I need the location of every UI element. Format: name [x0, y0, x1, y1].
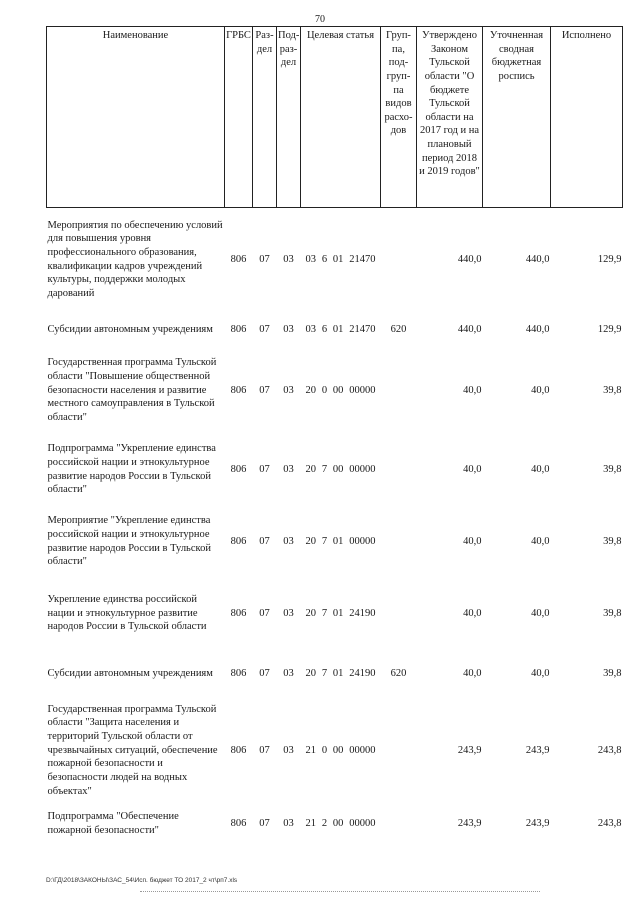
target-part: 20: [305, 384, 316, 396]
row-razdel: 07: [259, 607, 270, 619]
row-group: [381, 804, 417, 844]
target-part: 01: [332, 253, 344, 265]
row-executed: 39,8: [603, 607, 622, 619]
row-approved: 440,0: [457, 253, 482, 265]
header-name: Наименование: [47, 27, 225, 208]
row-executed: 39,8: [603, 384, 622, 396]
header-razdel: Раз-дел: [253, 27, 277, 208]
row-grbs: 806: [230, 463, 247, 475]
row-executed: 129,9: [597, 253, 622, 265]
row-podrazdel: 03: [283, 744, 294, 756]
header-executed: Исполнено: [551, 27, 623, 208]
row-podrazdel: 03: [283, 463, 294, 475]
row-group: 620: [390, 667, 407, 679]
target-part: 21: [305, 817, 316, 829]
row-name: Подпрограмма "Обеспечение пожарной безопасности": [47, 810, 179, 836]
table-row: [47, 578, 623, 650]
row-approved: 40,0: [463, 384, 482, 396]
row-name: Подпрограмма "Укрепление единства российской нации и этнокультурное развитие народов России в Тульской области": [47, 443, 216, 496]
target-part: 21: [305, 744, 316, 756]
target-part: 00000: [349, 817, 376, 829]
row-target-article: [302, 463, 380, 477]
row-executed: 39,8: [603, 667, 622, 679]
row-approved: 243,9: [457, 744, 482, 756]
row-target-cell: [301, 804, 381, 844]
table-row: [47, 208, 623, 312]
table-row: [47, 506, 623, 578]
table-row: [47, 434, 623, 506]
row-razdel: 07: [259, 384, 270, 396]
target-part: 00: [332, 817, 344, 829]
row-name: Укрепление единства российской нации и этнокультурное развитие народов России в Тульской области: [47, 594, 207, 633]
row-grbs: 806: [230, 384, 247, 396]
target-part: 7: [321, 607, 328, 619]
row-podrazdel: 03: [283, 384, 294, 396]
target-part: 01: [332, 667, 344, 679]
table-body: [47, 208, 623, 844]
row-refined: 40,0: [531, 607, 550, 619]
header-expense-group: Груп-па, под-груп-па видов расхо-дов: [381, 27, 417, 208]
row-grbs: 806: [230, 607, 247, 619]
target-part: 21470: [349, 323, 376, 335]
row-refined: 440,0: [525, 253, 550, 265]
row-target-cell: [301, 348, 381, 434]
target-part: 2: [321, 817, 328, 829]
target-part: 0: [321, 744, 328, 756]
row-razdel: 07: [259, 817, 270, 829]
row-podrazdel: 03: [283, 535, 294, 547]
target-part: 0: [321, 384, 328, 396]
row-name: Субсидии автономным учреждениям: [47, 323, 213, 335]
row-podrazdel: 03: [283, 667, 294, 679]
header-grbs: ГРБС: [225, 27, 253, 208]
row-razdel: 07: [259, 323, 270, 335]
row-approved: 40,0: [463, 607, 482, 619]
row-refined: 440,0: [525, 323, 550, 335]
target-part: 7: [321, 667, 328, 679]
footer-scan-line: [140, 891, 540, 894]
row-target-article: [302, 253, 380, 267]
row-razdel: 07: [259, 463, 270, 475]
header-refined: Уточненная сводная бюджетная роспись: [483, 27, 551, 208]
row-refined: 40,0: [531, 667, 550, 679]
row-refined: 243,9: [525, 817, 550, 829]
row-group: [381, 506, 417, 578]
target-part: 24190: [349, 667, 376, 679]
row-target-article: [302, 384, 380, 398]
target-part: 24190: [349, 607, 376, 619]
row-approved: 40,0: [463, 463, 482, 475]
row-refined: 40,0: [531, 463, 550, 475]
target-part: 01: [332, 607, 344, 619]
table-header-row: [47, 27, 623, 208]
row-target-article: [302, 607, 380, 621]
table-row: [47, 804, 623, 844]
row-approved: 440,0: [457, 323, 482, 335]
table-row: [47, 348, 623, 434]
row-refined: 40,0: [531, 535, 550, 547]
row-target-article: [302, 323, 380, 337]
target-part: 00000: [349, 744, 376, 756]
row-grbs: 806: [230, 253, 247, 265]
row-podrazdel: 03: [283, 607, 294, 619]
row-group: [381, 348, 417, 434]
target-part: 21470: [349, 253, 376, 265]
row-grbs: 806: [230, 323, 247, 335]
header-target-article: Целевая статья: [301, 27, 381, 208]
table-row: [47, 650, 623, 698]
row-name: Субсидии автономным учреждениям: [47, 667, 213, 679]
table-row: [47, 698, 623, 804]
target-part: 01: [332, 535, 344, 547]
row-target-cell: [301, 434, 381, 506]
row-group: [381, 578, 417, 650]
row-target-cell: [301, 312, 381, 348]
target-part: 6: [321, 253, 328, 265]
target-part: 03: [305, 253, 316, 265]
header-podrazdel: Под-раз-дел: [277, 27, 301, 208]
header-approved: Утверждено Законом Тульской области "О бюджете Тульской области на 2017 год и на плановый период 2018 и 2019 годов": [417, 27, 483, 208]
row-group: [381, 698, 417, 804]
row-name: Мероприятие "Укрепление единства российской нации и этнокультурное развитие народов России в Тульской области": [47, 515, 211, 568]
target-part: 20: [305, 463, 316, 475]
target-part: 6: [321, 323, 328, 335]
row-executed: 39,8: [603, 535, 622, 547]
row-approved: 243,9: [457, 817, 482, 829]
row-target-cell: [301, 208, 381, 312]
target-part: 01: [332, 323, 344, 335]
target-part: 00000: [349, 463, 376, 475]
row-refined: 243,9: [525, 744, 550, 756]
target-part: 20: [305, 667, 316, 679]
row-razdel: 07: [259, 253, 270, 265]
row-target-cell: [301, 698, 381, 804]
target-part: 00000: [349, 384, 376, 396]
row-grbs: 806: [230, 535, 247, 547]
row-refined: 40,0: [531, 384, 550, 396]
row-podrazdel: 03: [283, 323, 294, 335]
row-razdel: 07: [259, 667, 270, 679]
row-name: Государственная программа Тульской области "Повышение общественной безопасности населения и развитие местного самоуправления в Тульской области": [47, 357, 217, 423]
row-target-article: [302, 744, 380, 758]
row-executed: 129,9: [597, 323, 622, 335]
row-group: [381, 434, 417, 506]
row-grbs: 806: [230, 817, 247, 829]
row-target-article: [302, 535, 380, 549]
row-executed: 39,8: [603, 463, 622, 475]
target-part: 7: [321, 535, 328, 547]
row-approved: 40,0: [463, 667, 482, 679]
row-executed: 243,8: [597, 744, 622, 756]
row-target-cell: [301, 578, 381, 650]
row-name: Государственная программа Тульской области "Защита населения и территорий Тульской области от чрезвычайных ситуаций, обеспечение пожарной безопасности и безопасности людей на водных объектах": [47, 703, 218, 797]
target-part: 00000: [349, 535, 376, 547]
row-target-cell: [301, 650, 381, 698]
row-target-article: [302, 817, 380, 831]
row-group: 620: [390, 323, 407, 335]
row-razdel: 07: [259, 535, 270, 547]
target-part: 03: [305, 323, 316, 335]
budget-table: [46, 26, 623, 844]
target-part: 20: [305, 535, 316, 547]
target-part: 00: [332, 463, 344, 475]
row-executed: 243,8: [597, 817, 622, 829]
table-row: [47, 312, 623, 348]
row-grbs: 806: [230, 667, 247, 679]
page-number: 70: [315, 14, 325, 25]
row-razdel: 07: [259, 744, 270, 756]
row-target-cell: [301, 506, 381, 578]
row-name: Мероприятия по обеспечению условий для повышения уровня профессионального образования, квалификации кадров учреждений культуры, поддержки молодых дарований: [47, 219, 223, 300]
footer-file-path: D:\ГД\2018\ЗАКОНЫ\ЗАС_54\Исп. бюджет ТО 2017_2 чт\рп7.xls: [46, 877, 238, 884]
row-podrazdel: 03: [283, 253, 294, 265]
row-grbs: 806: [230, 744, 247, 756]
row-approved: 40,0: [463, 535, 482, 547]
row-target-article: [302, 667, 380, 681]
target-part: 00: [332, 744, 344, 756]
target-part: 7: [321, 463, 328, 475]
row-podrazdel: 03: [283, 817, 294, 829]
target-part: 00: [332, 384, 344, 396]
target-part: 20: [305, 607, 316, 619]
row-group: [381, 208, 417, 312]
